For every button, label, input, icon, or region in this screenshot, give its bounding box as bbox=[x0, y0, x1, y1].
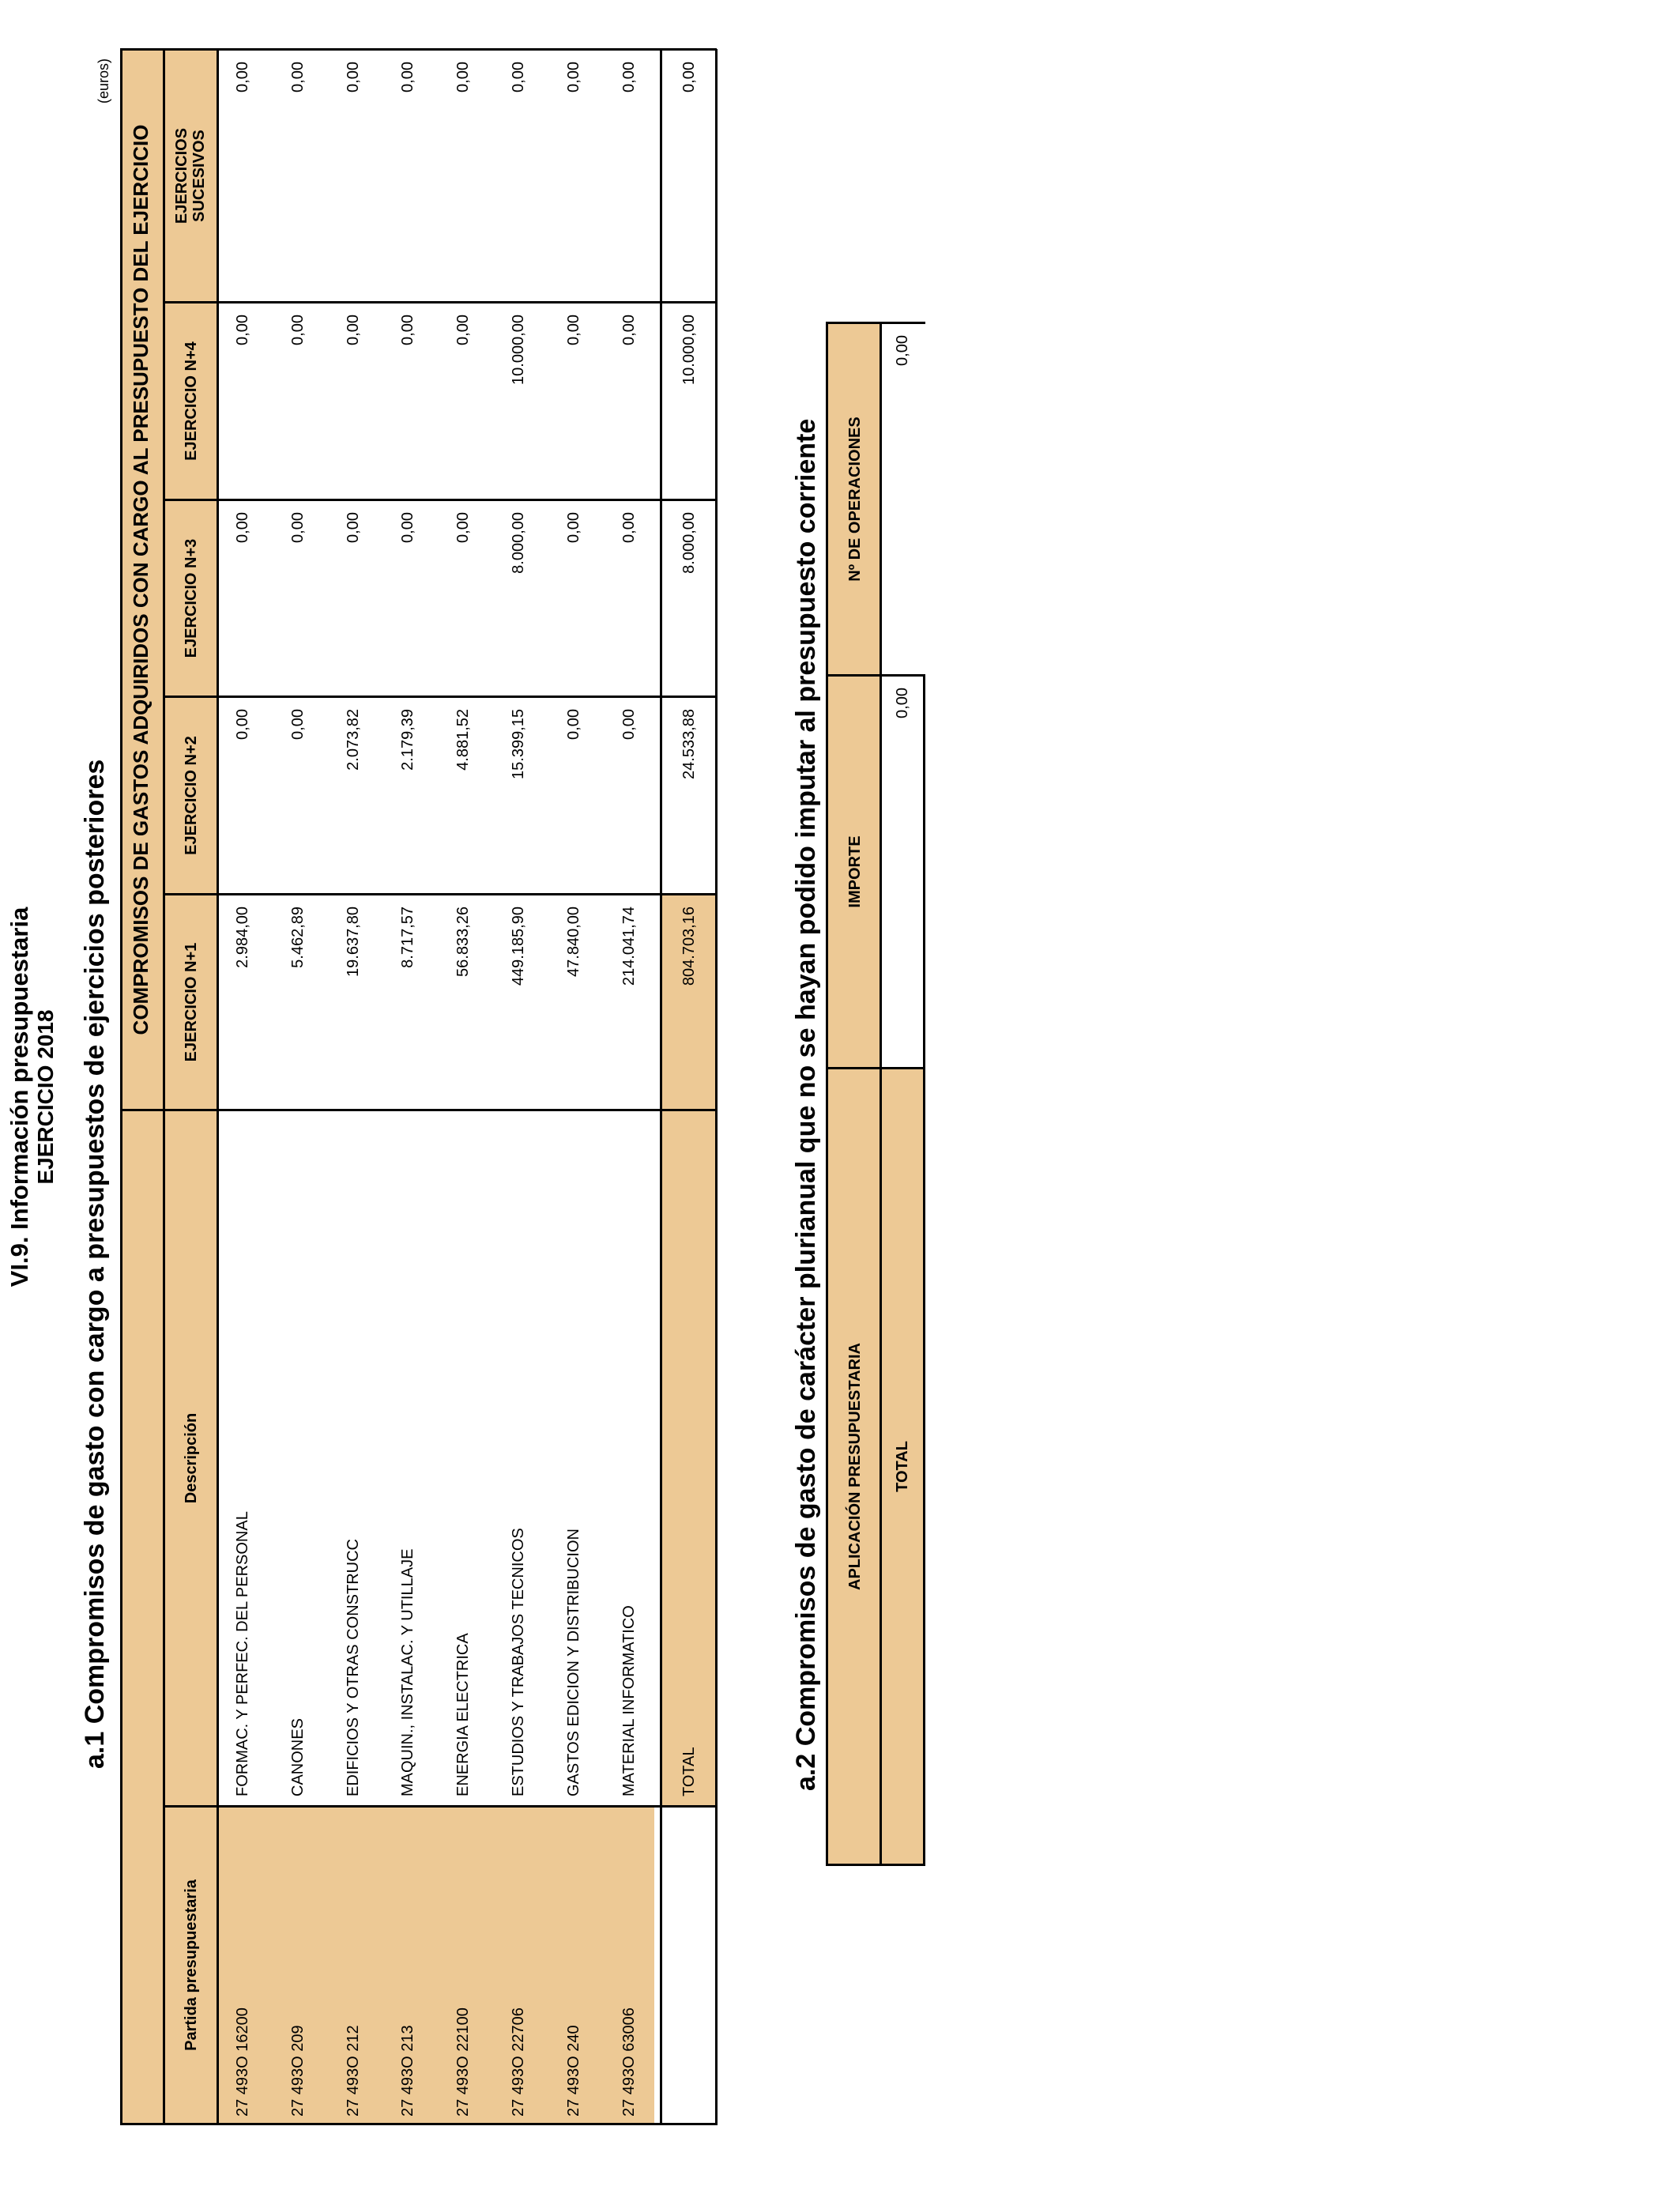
table-cell-n2: 2.179,39 bbox=[399, 709, 416, 771]
table-cell-n3: 8.000,00 bbox=[510, 512, 527, 574]
a2-col-importe: IMPORTE bbox=[846, 835, 864, 908]
table-cell-partida: 27 493O 22706 bbox=[510, 2007, 527, 2117]
table-cell-n3: 0,00 bbox=[565, 512, 582, 543]
table-cell-n1: 5.462,89 bbox=[289, 907, 307, 968]
table-cell-descripcion: CANONES bbox=[289, 1718, 307, 1796]
table-cell-n1: 214.041,74 bbox=[620, 907, 638, 986]
a1-col-n2: EJERCICIO N+2 bbox=[183, 736, 200, 855]
a1-col-n3: EJERCICIO N+3 bbox=[183, 538, 200, 658]
a1-col-sucesivos-l1: EJERCICIOS bbox=[173, 127, 190, 224]
table-cell-partida: 27 493O 240 bbox=[565, 2025, 582, 2117]
table-cell-sucesivos: 0,00 bbox=[510, 62, 527, 92]
a1-col-n1: EJERCICIO N+1 bbox=[183, 942, 200, 1062]
table-cell-n4: 0,00 bbox=[620, 315, 638, 345]
table-cell-n3: 0,00 bbox=[289, 512, 307, 543]
table-cell-n2: 0,00 bbox=[565, 709, 582, 740]
a1-total-label: TOTAL bbox=[680, 1747, 698, 1796]
table-cell-n1: 19.637,80 bbox=[345, 907, 362, 977]
table-cell-n3: 0,00 bbox=[454, 512, 472, 543]
a1-total-n2: 24.533,88 bbox=[680, 709, 698, 779]
table-cell-descripcion: ESTUDIOS Y TRABAJOS TECNICOS bbox=[510, 1528, 527, 1796]
table-cell-partida: 27 493O 22100 bbox=[454, 2007, 472, 2117]
table-cell-n4: 0,00 bbox=[399, 315, 416, 345]
section-a2-title: a.2 Compromisos de gasto de carácter plurianual que no se hayan podido imputar al presupuesto corriente bbox=[791, 418, 821, 1791]
table-cell-n2: 15.399,15 bbox=[510, 709, 527, 779]
table-cell-descripcion: EDIFICIOS Y OTRAS CONSTRUCC bbox=[345, 1539, 362, 1796]
page-subtitle: EJERCICIO 2018 bbox=[33, 1009, 58, 1185]
table-cell-partida: 27 493O 63006 bbox=[620, 2007, 638, 2117]
a1-total-n1: 804.703,16 bbox=[680, 907, 698, 986]
table-cell-n3: 0,00 bbox=[234, 512, 251, 543]
table-cell-n3: 0,00 bbox=[345, 512, 362, 543]
table-cell-partida: 27 493O 209 bbox=[289, 2025, 307, 2117]
table-cell-descripcion: MATERIAL INFORMATICO bbox=[620, 1605, 638, 1796]
table-cell-n4: 0,00 bbox=[454, 315, 472, 345]
a2-col-operaciones: Nº DE OPERACIONES bbox=[846, 417, 864, 582]
table-cell-n4: 0,00 bbox=[345, 315, 362, 345]
table-cell-partida: 27 493O 213 bbox=[399, 2025, 416, 2117]
table-cell-descripcion: ENERGIA ELECTRICA bbox=[454, 1633, 472, 1796]
table-cell-n1: 449.185,90 bbox=[510, 907, 527, 986]
a2-total-label: TOTAL bbox=[894, 1441, 911, 1492]
table-cell-partida: 27 493O 212 bbox=[345, 2025, 362, 2117]
table-cell-n4: 0,00 bbox=[565, 315, 582, 345]
table-cell-n2: 0,00 bbox=[289, 709, 307, 740]
table-cell-sucesivos: 0,00 bbox=[565, 62, 582, 92]
table-cell-sucesivos: 0,00 bbox=[399, 62, 416, 92]
table-cell-sucesivos: 0,00 bbox=[289, 62, 307, 92]
table-cell-n2: 2.073,82 bbox=[345, 709, 362, 771]
units-label: (euros) bbox=[96, 58, 111, 104]
table-cell-partida: 27 493O 16200 bbox=[234, 2007, 251, 2117]
table-cell-n2: 0,00 bbox=[620, 709, 638, 740]
table-cell-sucesivos: 0,00 bbox=[234, 62, 251, 92]
table-cell-n2: 0,00 bbox=[234, 709, 251, 740]
table-cell-descripcion: MAQUIN., INSTALAC. Y UTILLAJE bbox=[399, 1548, 416, 1796]
table-cell-n1: 8.717,57 bbox=[399, 907, 416, 968]
table-cell-n2: 4.881,52 bbox=[454, 709, 472, 771]
a1-total-sucesivos: 0,00 bbox=[680, 62, 698, 92]
a1-col-descripcion: Descripción bbox=[183, 1412, 200, 1504]
table-cell-n3: 0,00 bbox=[620, 512, 638, 543]
table-cell-n1: 2.984,00 bbox=[234, 907, 251, 968]
a2-col-aplicacion: APLICACIÓN PRESUPUESTARIA bbox=[846, 1343, 864, 1590]
page-title: VI.9. Información presupuestaria bbox=[6, 907, 33, 1287]
a1-total-n3: 8.000,00 bbox=[680, 512, 698, 574]
table-cell-n4: 10.000,00 bbox=[510, 315, 527, 385]
a2-total-operaciones: 0,00 bbox=[894, 335, 911, 366]
table-cell-n4: 0,00 bbox=[289, 315, 307, 345]
a1-col-n4: EJERCICIO N+4 bbox=[183, 341, 200, 461]
section-a1-title: a.1 Compromisos de gasto con cargo a presupuestos de ejercicios posteriores bbox=[80, 759, 110, 1769]
table-cell-descripcion: FORMAC. Y PERFEC. DEL PERSONAL bbox=[234, 1511, 251, 1796]
a2-total-importe: 0,00 bbox=[894, 688, 911, 718]
table-cell-sucesivos: 0,00 bbox=[454, 62, 472, 92]
table-cell-descripcion: GASTOS EDICION Y DISTRIBUCION bbox=[565, 1529, 582, 1796]
a1-col-sucesivos-l2: SUCESIVOS bbox=[190, 130, 208, 222]
table-cell-n1: 47.840,00 bbox=[565, 907, 582, 977]
a1-total-n4: 10.000,00 bbox=[680, 315, 698, 385]
table-cell-sucesivos: 0,00 bbox=[620, 62, 638, 92]
table-cell-sucesivos: 0,00 bbox=[345, 62, 362, 92]
table-cell-n3: 0,00 bbox=[399, 512, 416, 543]
a1-col-partida: Partida presupuestaria bbox=[183, 1879, 200, 2051]
a1-group-header: COMPROMISOS DE GASTOS ADQUIRIDOS CON CARGO AL PRESUPUESTO DEL EJERCICIO bbox=[129, 124, 153, 1035]
table-cell-n4: 0,00 bbox=[234, 315, 251, 345]
table-cell-n1: 56.833,26 bbox=[454, 907, 472, 977]
